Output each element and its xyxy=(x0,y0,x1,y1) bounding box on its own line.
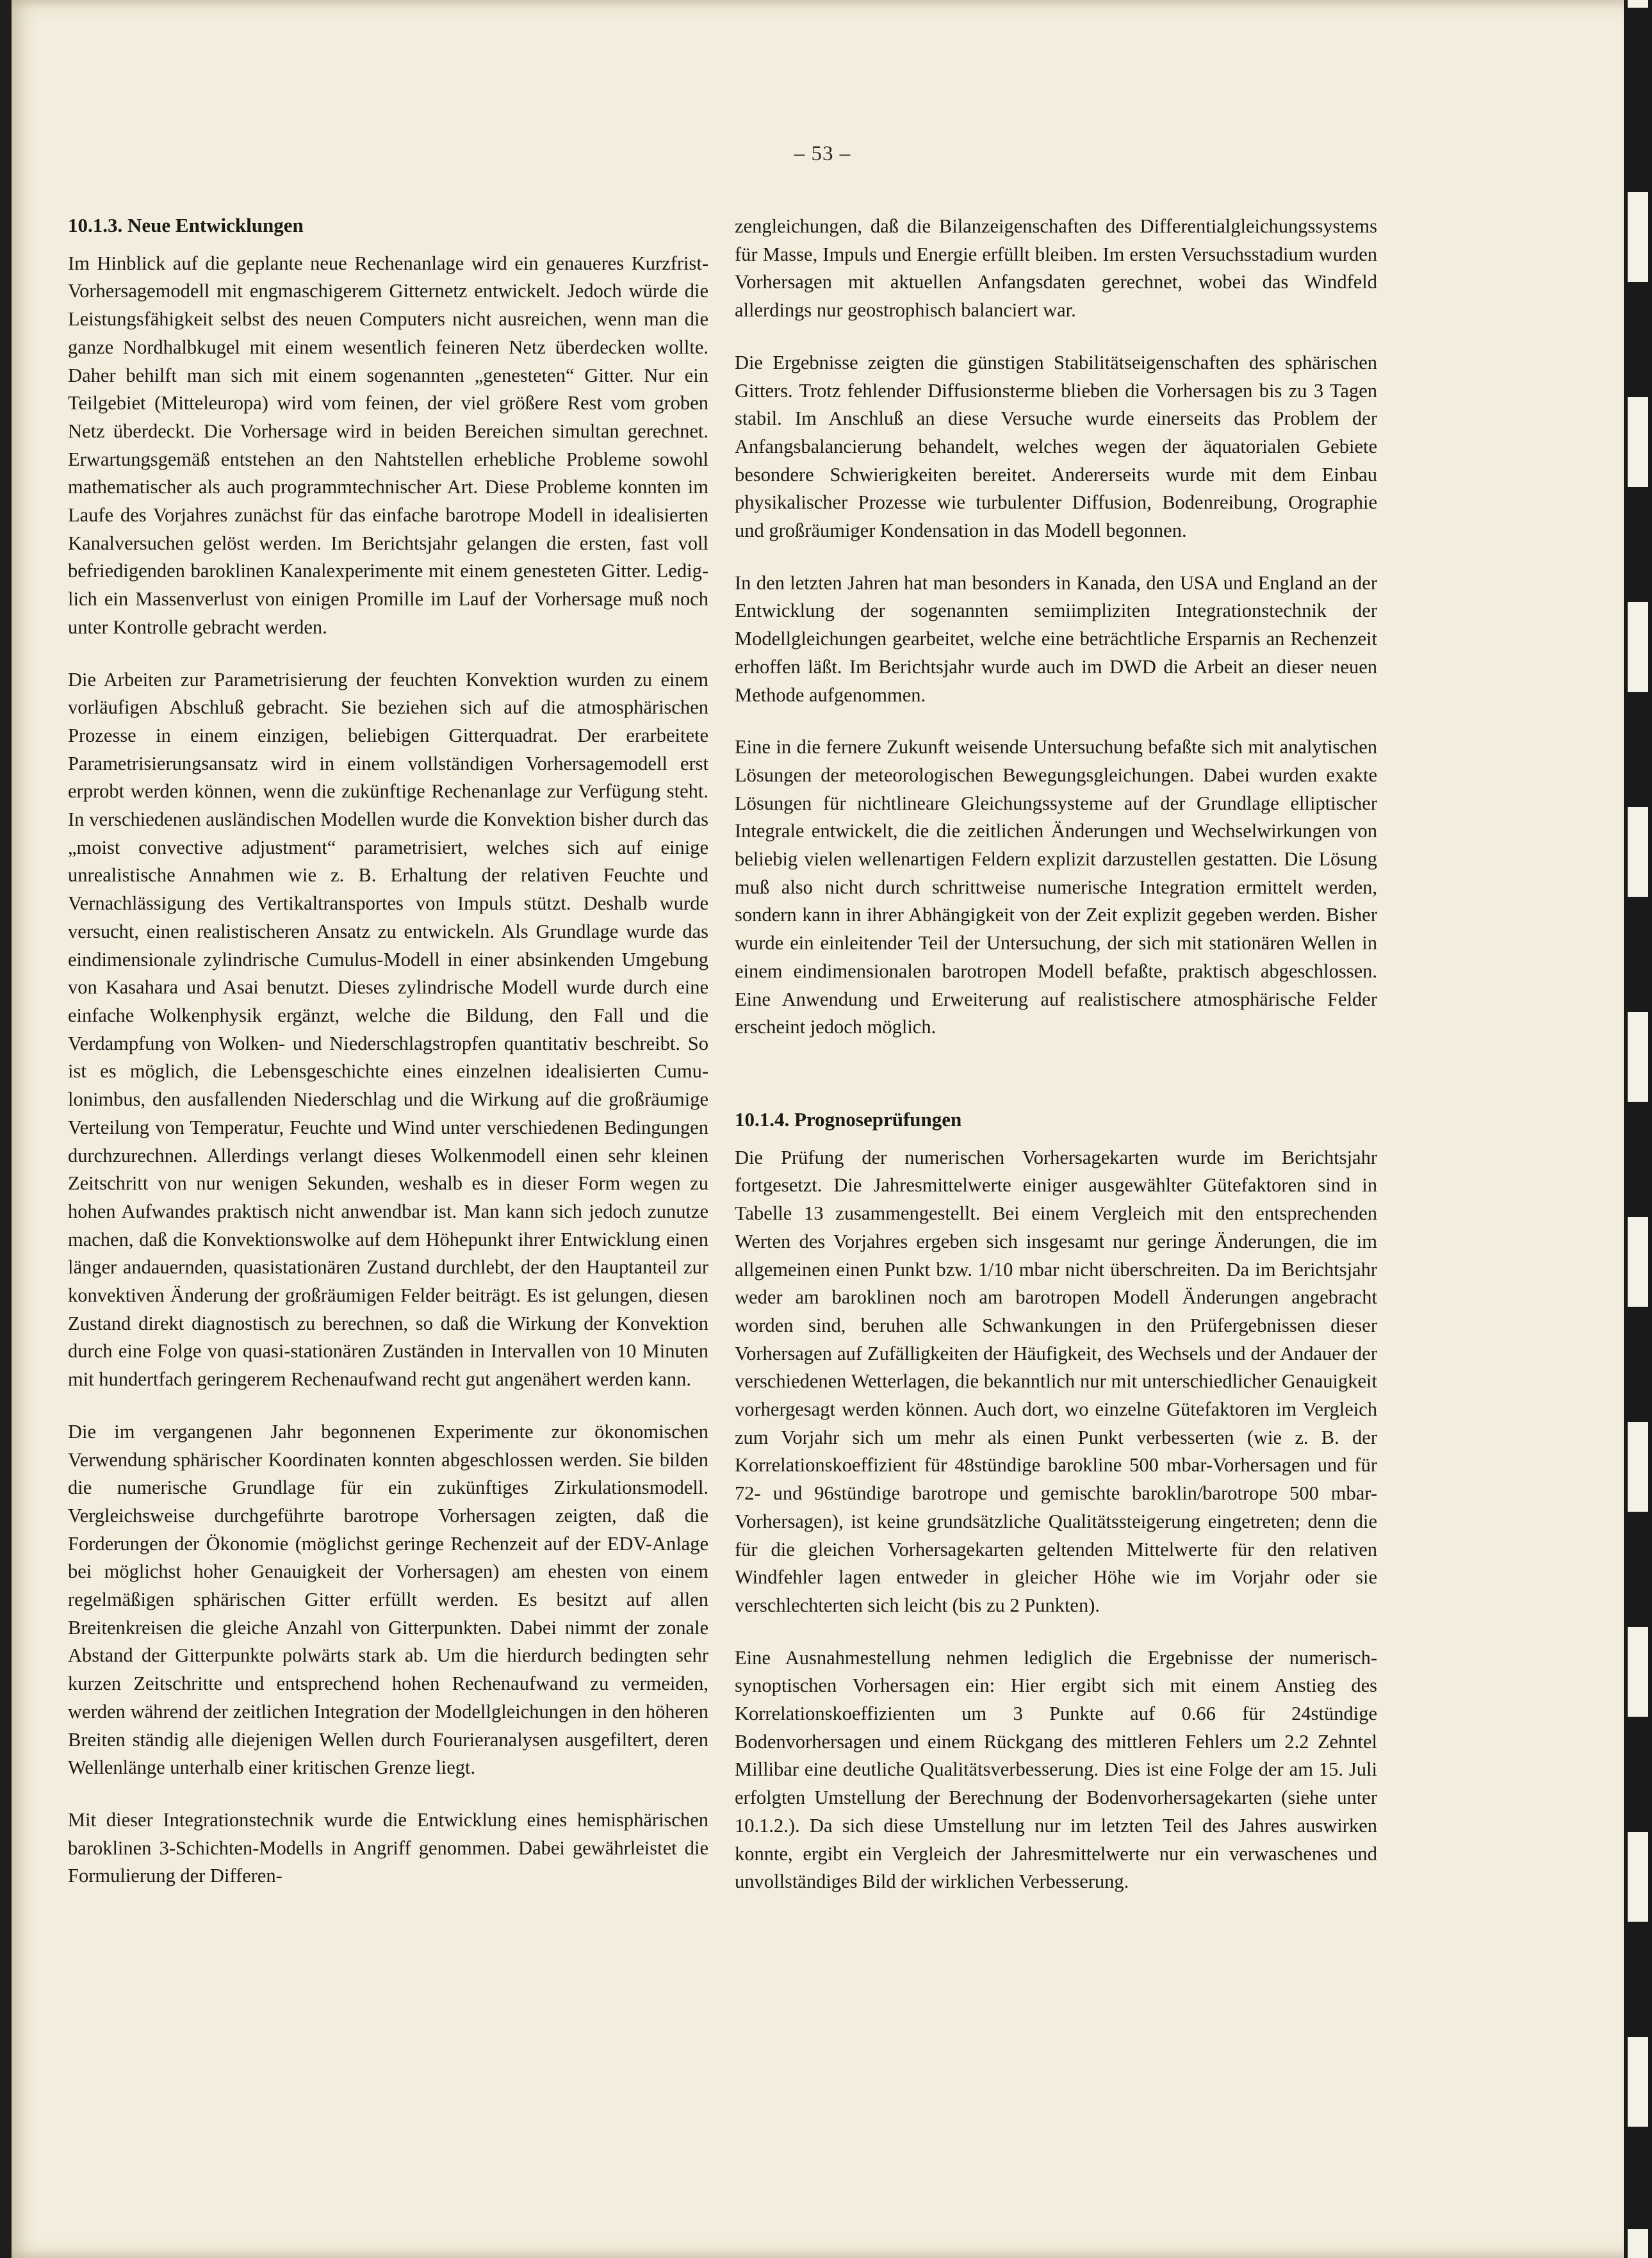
ruler-block xyxy=(1628,192,1648,282)
ruler-block xyxy=(1628,0,1648,8)
paragraph: Die Arbeiten zur Parametrisierung der feuchten Konvektion wurden zu einem vorläufigen Abschluß gebracht. Sie beziehen sich auf die atmosphärischen Prozesse in einem einzigen, beliebigen Gitterquadrat. Der erarbeitete Parametrisierungsansatz wird in einem vollständigen Vorhersagemodell erst erprobt werden können, wenn die zukünftige Rechenanlage zur Verfügung steht. In verschiedenen ausländischen Modellen wurde die Konvektion bisher durch das „moist convective adjustment“ parametrisiert, welches sich auf einige unrealistische Annahmen wie z. B. Erhaltung der relativen Feuchte und Vernachlässigung des Vertikaltransportes von Impuls stützt. Deshalb wurde versucht, einen realistischeren Ansatz zu entwickeln. Als Grundlage wurde das eindimensionale zylindrische Cumulus-Modell in einer absinkenden Umgebung von Kasahara und Asai benutzt. Dieses zylindrische Modell wurde durch eine einfache Wolkenphysik ergänzt, welche die Bildung, den Fall und die Verdampfung von Wolken- und Niederschlagstropfen quantitativ beschreibt. So ist es möglich, die Lebensgeschichte eines einzelnen idealisierten Cumulonimbus, den ausfallenden Niederschlag und die Wirkung auf die großräumige Verteilung von Temperatur, Feuchte und Wind unter verschiedenen Bedingungen durchzurechnen. Allerdings verlangt dieses Wolkenmodell einen sehr kleinen Zeitschritt von nur wenigen Sekunden, weshalb es in dieser Form wegen zu hohen Aufwandes praktisch nicht anwendbar ist. Man kann sich jedoch zunutze machen, daß die Konvektionswolke auf dem Höhepunkt ihrer Entwicklung einen länger andauernden, quasistationären Zustand durchlebt, der den Hauptanteil zur konvektiven Änderung der großräumigen Felder beiträgt. Es ist gelungen, diesen Zustand direkt diagnostisch zu berechnen, so daß die Wirkung der Konvektion durch eine Folge von quasi-stationären Zuständen in Intervallen von 10 Minuten mit hundertfach geringerem Rechenaufwand recht gut angenähert werden kann. xyxy=(68,668,708,1391)
section-heading-10-1-3: 10.1.3. Neue Entwicklungen xyxy=(68,214,304,236)
ruler-block xyxy=(1628,807,1648,897)
paragraph: Eine Ausnahmestellung nehmen lediglich die Ergebnisse der numerisch-synoptischen Vorhersagen ein: Hier ergibt sich mit einem Anstieg des Korrelationskoeffizienten um 3 Punkte auf 0.66 für 24stündige Bodenvorhersagen und einem Rückgang des mittleren Fehlers um 2.2 Zehntel Millibar eine deutliche Qualitätsverbesserung. Dies ist eine Folge der am 15. Juli erfolgten Umstellung der Berechnung der Bodenvorhersagekarten (siehe unter 10.1.2.). Da sich diese Umstellung nur im letzten Teil des Jahres auswirken konnte, ergibt ein Vergleich der Jahresmittelwerte nur ein verwaschenes und unvollständiges Bild der wirklichen Verbesserung. xyxy=(735,1646,1377,1893)
ruler-block xyxy=(1628,1422,1648,1512)
right-column xyxy=(735,213,1377,1920)
ruler-block xyxy=(1628,397,1648,487)
paragraph: Im Hinblick auf die geplante neue Rechenanlage wird ein genaueres Kurzfrist-Vorhersagemodell mit engmaschigerem Gitternetz entwickelt. Jedoch würde die Leistungsfähigkeit selbst des neuen Computers nicht ausreichen, wenn man die ganze Nordhalbkugel mit einem wesentlich feineren Netz überdecken wollte. Daher behilft man sich mit einem sogenannten „genesteten“ Gitter. Nur ein Teilgebiet (Mitteleuropa) wird vom feinen, der viel größere Rest vom groben Netz überdeckt. Die Vorhersage wird in beiden Bereichen simultan gerechnet. Erwartungsgemäß entstehen an den Nahtstellen erhebliche Probleme sowohl mathematischer als auch programmtechnischer Art. Diese Probleme konnten im Laufe des Vorjahres zunächst für das einfache barotrope Modell in idealisierten Kanalversuchen gelöst werden. Im Berichtsjahr gelangen die ersten, fast voll befriedigenden baroklinen Kanalexperimente mit einem genesteten Gitter. Lediglich ein Massenverlust von einigen Promille im Lauf der Vorhersage muß noch unter Kontrolle gebracht werden. xyxy=(68,252,708,638)
ruler-block xyxy=(1628,1012,1648,1102)
ruler-block xyxy=(1628,2037,1648,2127)
left-column xyxy=(68,211,708,1915)
paragraph: In den letzten Jahren hat man besonders in Kanada, den USA und England an der Entwicklung der sogenannten semiimpliziten Integrationstechnik der Modellgleichungen gearbeitet, welche eine beträchtliche Ersparnis an Rechenzeit erhoffen läßt. Im Berichtsjahr wurde auch im DWD die Arbeit an dieser neuen Methode aufgenommen. xyxy=(735,571,1377,706)
ruler-block xyxy=(1628,1832,1648,1922)
paragraph: Die Prüfung der numerischen Vorhersagekarten wurde im Berichtsjahr fortgesetzt. Die Jahresmittelwerte einiger ausgewählter Gütefaktoren sind in Tabelle 13 zusammengestellt. Bei einem Vergleich mit den entsprechenden Werten des Vorjahres ergeben sich insgesamt nur geringe Änderungen, die im allgemeinen einen Punkt bzw. 1/10 mbar nicht überschreiten. Da im Berichtsjahr weder am baroklinen noch am barotropen Modell Änderungen angebracht worden sind, beruhen alle Schwankungen in den Prüfergebnissen dieser Vorhersagen auf Zufälligkeiten der Häufigkeit, des Wechsels und der Andauer der verschiedenen Wetterlagen, die bekanntlich nur mit unterschiedlicher Genauigkeit vorhergesagt werden können. Auch dort, wo einzelne Gütefaktoren im Vergleich zum Vorjahr sich um mehr als einen Punkt verbesserten (wie z. B. der Korrelationskoeffizient für 48stündige barokline 500 mbar-Vorhersagen und für 72- und 96stündige barotrope und gemischte baroklin/barotrope 500 mbar-Vorhersagen), ist keine grundsätzliche Qualitätssteigerung eingetreten; denn die für die gleichen Vorhersagekarten geltenden Mittelwerte für den relativen Windfehler lagen entweder in gleicher Höhe wie im Vorjahr oder sie verschlechterten sich leicht (bis zu 2 Punkten). xyxy=(735,1146,1377,1616)
ruler-block xyxy=(1628,1217,1648,1307)
ruler-block xyxy=(1628,2229,1648,2258)
paragraph: Die Ergebnisse zeigten die günstigen Stabilitätseigenschaften des sphärischen Gitters. Trotz fehlender Diffusionsterme blieben die Vorhersagen bis zu 3 Tagen stabil. Im Anschluß an diese Versuche wurde einerseits das Problem der Anfangsbalancierung behandelt, welches wegen der äquatorialen Gebiete besondere Schwierigkeiten bereitet. Andererseits wurde mit dem Einbau physikalischer Prozesse wie turbulenter Diffusion, Bodenreibung, Orographie und großräumiger Kondensation in das Modell begonnen. xyxy=(735,351,1377,542)
paragraph: Eine in die fernere Zukunft weisende Untersuchung befaßte sich mit analytischen Lösungen der meteorologischen Bewegungsgleichungen. Dabei wurden exakte Lösungen für nichtlineare Gleichungssysteme auf der Grundlage elliptischer Integrale entwickelt, die die zeitlichen Änderungen und Wechselwirkungen von beliebig vielen wellenartigen Feldern explizit darzustellen gestatten. Die Lösung muß also nicht durch schrittweise numerische Integration ermittelt werden, sondern kann in ihrer Abhängigkeit von der Zeit explizit gegeben werden. Bisher wurde ein einleitender Teil der Untersuchung, der sich mit stationären Wellen in einem eindimensionalen barotropen Modell befaßte, praktisch abgeschlossen. Eine Anwendung und Erweiterung auf realistischere atmosphärische Felder erscheint jedoch möglich. xyxy=(735,736,1377,1038)
paragraph: zengleichungen, daß die Bilanzeigenschaften des Differentialgleichungssystems für Masse, Impuls und Energie erfüllt bleiben. Im ersten Versuchsstadium wurden Vorhersagen mit aktuellen Anfangsdaten gerechnet, wobei das Windfeld allerdings nur geostrophisch balanciert war. xyxy=(735,215,1377,322)
page-number: – 53 – xyxy=(794,142,851,165)
paragraph: Mit dieser Integrationstechnik wurde die Entwicklung eines hemisphärischen baroklinen 3-Schichten-Modells in Angriff genommen. Dabei gewährleistet die Formulierung der Differen- xyxy=(68,1808,708,1887)
section-heading-10-1-4: 10.1.4. Prognoseprüfungen xyxy=(735,1108,962,1131)
document-page xyxy=(12,0,1633,2258)
scan-ruler-strip xyxy=(1624,0,1652,2258)
ruler-block xyxy=(1628,1627,1648,1717)
paragraph: Die im vergangenen Jahr begonnenen Experimente zur ökonomischen Verwendung sphärischer Koordinaten konnten abgeschlossen werden. Sie bilden die numerische Grundlage für ein zukünftiges Zirkulationsmodell. Vergleichsweise durchgeführte barotrope Vorhersagen zeigten, daß die Forderungen der Ökonomie (möglichst geringe Rechenzeit auf der EDV-Anlage bei möglichst hoher Genauigkeit der Vorhersagen) am ehesten von einem regelmäßigen sphärischen Gitter erfüllt werden. Es besitzt auf allen Breitenkreisen die gleiche Anzahl von Gitterpunkten. Dabei nimmt der zonale Abstand der Gitterpunkte polwärts stark ab. Um die hierdurch bedingten sehr kurzen Zeitschritte und entsprechend hohen Rechenaufwand zu vermeiden, werden während der zeitlichen Integration der Modellgleichungen in den höheren Breiten ständig alle diejenigen Wellen durch Fourieranalysen ausgefiltert, deren Wellenlänge unterhalb einer kritischen Grenze liegt. xyxy=(68,1420,708,1779)
ruler-block xyxy=(1628,602,1648,692)
